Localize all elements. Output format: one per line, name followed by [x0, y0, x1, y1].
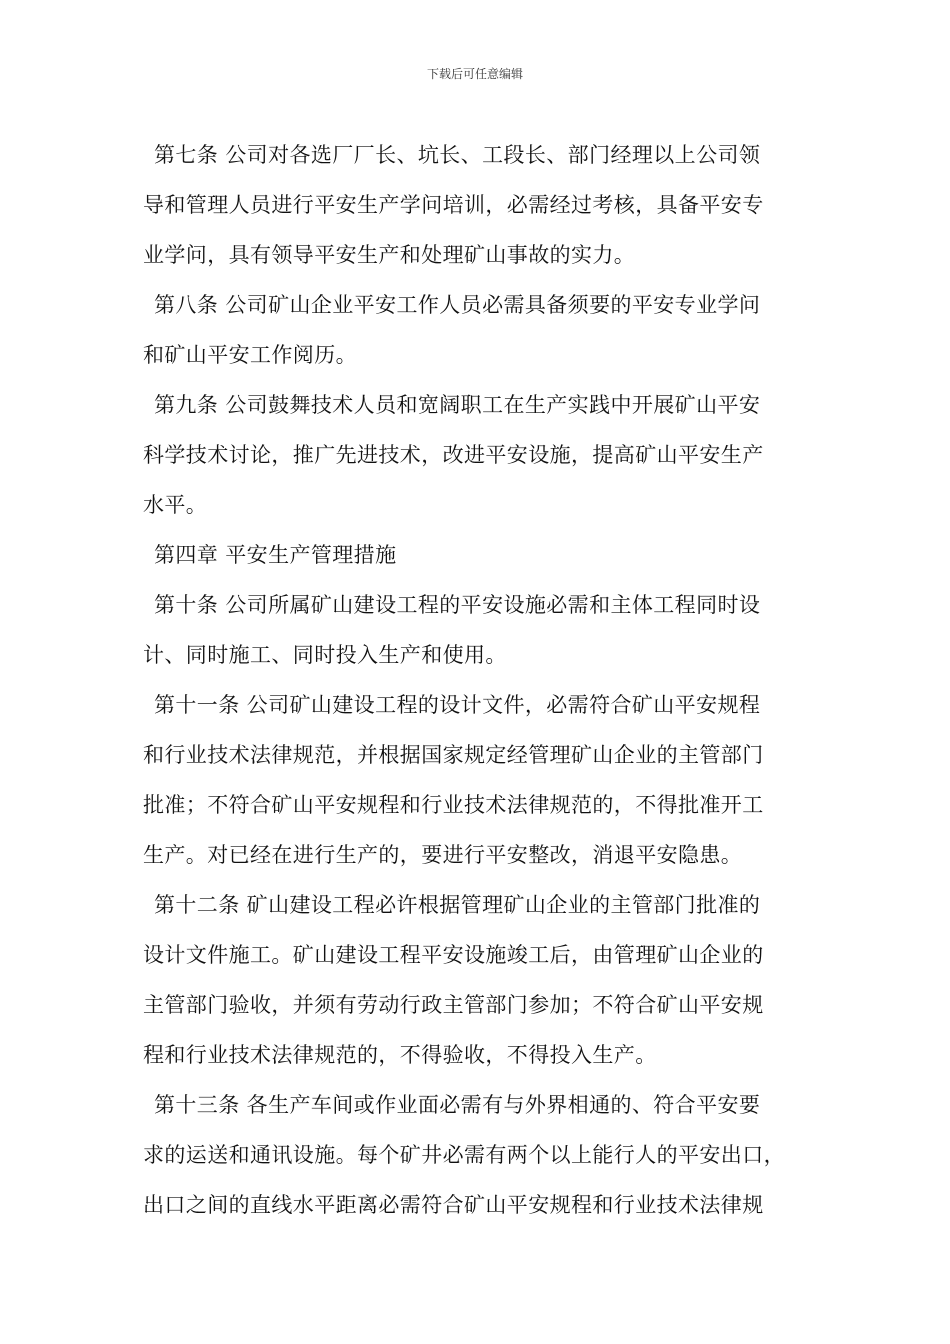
text-line: 第十一条 公司矿山建设工程的设计文件，必需符合矿山平安规程 — [154, 693, 761, 717]
text-line: 第十二条 矿山建设工程必许根据管理矿山企业的主管部门批准的 — [154, 893, 761, 917]
text-line: 业学问，具有领导平安生产和处理矿山事故的实力。 — [143, 243, 636, 267]
text-line: 和矿山平安工作阅历。 — [143, 343, 357, 367]
text-line: 程和行业技术法律规范的，不得验收，不得投入生产。 — [143, 1043, 657, 1067]
page-header: 下载后可任意编辑 — [426, 67, 523, 81]
text-line: 批准；不符合矿山平安规程和行业技术法律规范的，不得批准开工 — [143, 793, 764, 817]
text-line: 第七条 公司对各选厂厂长、坑长、工段长、部门经理以上公司领 — [154, 143, 761, 167]
text-line: 第九条 公司鼓舞技术人员和宽阔职工在生产实践中开展矿山平安 — [154, 393, 761, 417]
text-line: 水平。 — [143, 493, 208, 517]
text-line: 生产。对已经在进行生产的，要进行平安整改，消退平安隐患。 — [143, 843, 743, 867]
text-line: 设计文件施工。矿山建设工程平安设施竣工后，由管理矿山企业的 — [143, 943, 764, 967]
text-line: 第四章 平安生产管理措施 — [154, 543, 397, 567]
text-line: 出口之间的直线水平距离必需符合矿山平安规程和行业技术法律规 — [143, 1193, 764, 1217]
text-line: 主管部门验收，并须有劳动行政主管部门参加；不符合矿山平安规 — [143, 993, 764, 1017]
text-line: 导和管理人员进行平安生产学问培训，必需经过考核，具备平安专 — [143, 193, 764, 217]
text-line: 第十三条 各生产车间或作业面必需有与外界相通的、符合平安要 — [154, 1093, 761, 1117]
text-line: 求的运送和通讯设施。每个矿井必需有两个以上能行人的平安出口， — [143, 1143, 785, 1167]
text-line: 和行业技术法律规范，并根据国家规定经管理矿山企业的主管部门 — [143, 743, 764, 767]
text-line: 科学技术讨论，推广先进技术，改进平安设施，提高矿山平安生产 — [143, 443, 764, 467]
text-line: 第八条 公司矿山企业平安工作人员必需具备须要的平安专业学问 — [154, 293, 761, 317]
text-line: 第十条 公司所属矿山建设工程的平安设施必需和主体工程同时设 — [154, 593, 761, 617]
text-line: 计、同时施工、同时投入生产和使用。 — [143, 643, 507, 667]
document-body — [143, 130, 813, 1230]
